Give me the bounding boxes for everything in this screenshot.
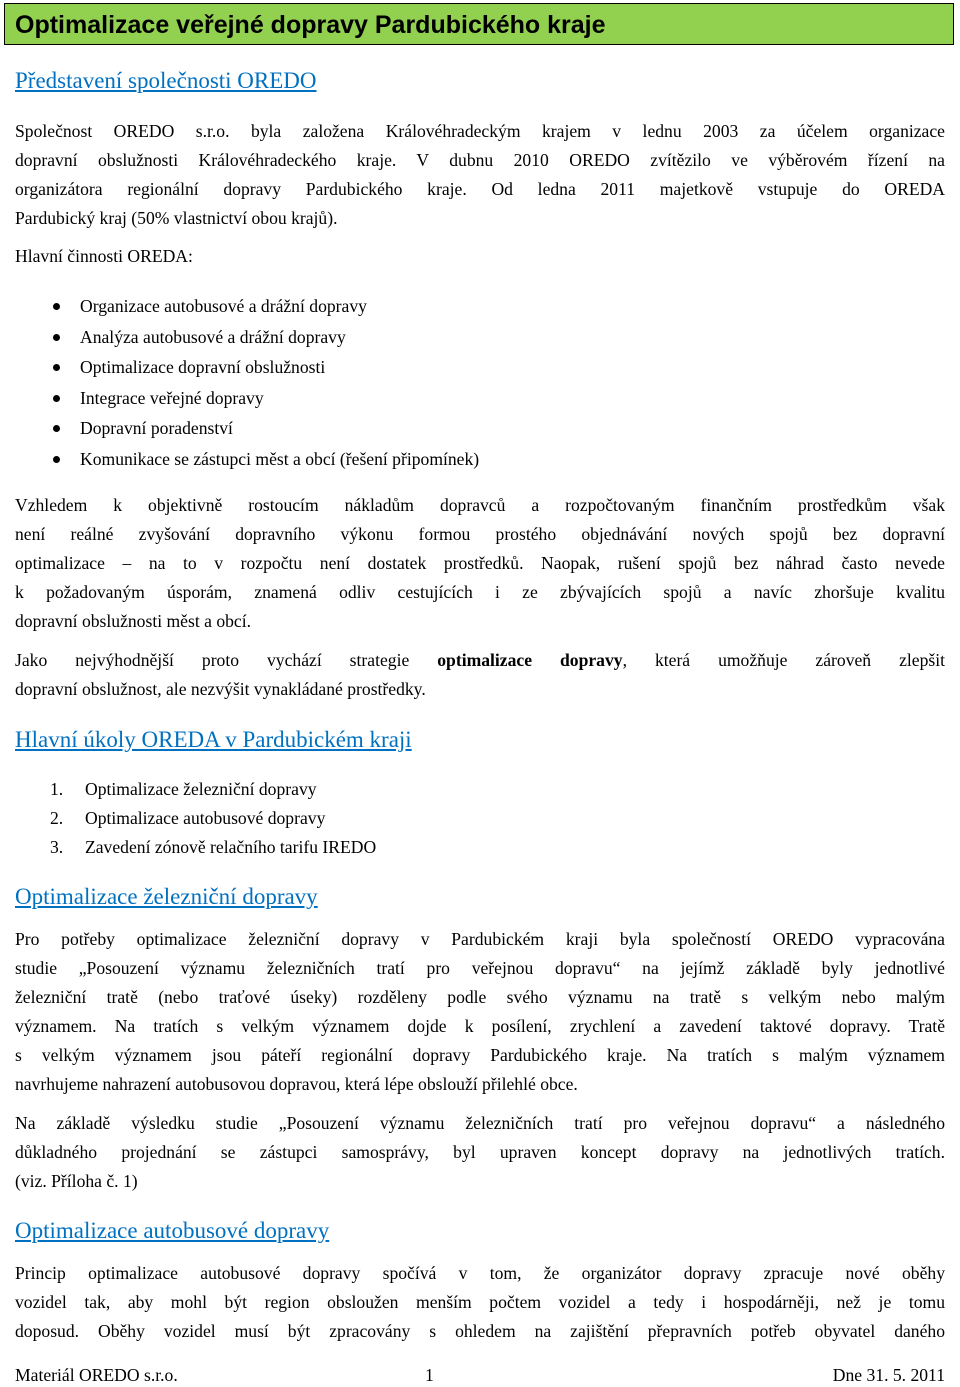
text-line: důkladného projednání se zástupci samosprávy, byl upraven koncept dopravy na jednotlivých tratích. xyxy=(15,1142,945,1162)
list-item: Analýza autobusové a drážní dopravy xyxy=(15,322,715,353)
page-title: Optimalizace veřejné dopravy Pardubického kraje xyxy=(4,3,954,45)
text-line: Jako nejvýhodnější proto vychází strategie optimalizace dopravy, která umožňuje zároveň zlepšit xyxy=(15,650,946,670)
text-line: (viz. Příloha č. 1) xyxy=(15,1171,138,1191)
text-line: Princip optimalizace autobusové dopravy spočívá v tom, že organizátor dopravy zpracuje nové oběhy xyxy=(15,1263,945,1283)
section-heading-rail[interactable]: Optimalizace železniční dopravy xyxy=(15,884,318,909)
text-line: dopravní obslužnost, ale nezvýšit vynakládané prostředky. xyxy=(15,679,426,699)
bullet-icon xyxy=(53,303,60,310)
bullet-icon xyxy=(53,334,60,341)
section-heading-tasks[interactable]: Hlavní úkoly OREDA v Pardubickém kraji xyxy=(15,727,412,752)
text-line: dopravní obslužnosti měst a obcí. xyxy=(15,611,252,631)
section-heading-intro[interactable]: Představení společnosti OREDO xyxy=(15,68,317,93)
list-item: 2. Optimalizace autobusové dopravy xyxy=(50,808,326,828)
text-line: Pardubický kraj (50% vlastnictví obou krajů). xyxy=(15,208,338,228)
text-line: optimalizace – na to v rozpočtu není dostatek prostředků. Naopak, rušení spojů bez náhrad často nevede xyxy=(15,553,945,573)
list-item: Komunikace se zástupci měst a obcí (řešení připomínek) xyxy=(15,444,715,475)
text-line: s velkým významem jsou páteří regionální dopravy Pardubického kraje. Na tratích s malým významem xyxy=(15,1045,945,1065)
text-line: významem. Na tratích s velkým významem dojde k posílení, zrychlení a zavedení taktové dopravy. Tratě xyxy=(15,1016,945,1036)
rail-paragraph-1 xyxy=(15,925,945,1099)
footer-page-number: 1 xyxy=(425,1365,434,1385)
text-line: studie „Posouzení významu železničních tratí pro veřejnou dopravu“ na jejímž základě byly jednotlivé xyxy=(15,958,945,978)
footer-date: Dne 31. 5. 2011 xyxy=(832,1365,945,1385)
list-item: Organizace autobusové a drážní dopravy xyxy=(15,291,715,322)
text-line: Pro potřeby optimalizace železniční dopravy v Pardubickém kraji byla společností OREDO vypracována xyxy=(15,929,945,949)
text-line: není reálné zvyšování dopravního výkonu formou prostého objednávání nových spojů bez dopravní xyxy=(15,524,945,544)
list-item: Integrace veřejné dopravy xyxy=(15,383,715,414)
bus-paragraph xyxy=(15,1259,945,1346)
text-line: k požadovaným úsporám, znamená odliv cestujících i ze zbývajících spojů a navíc zhoršuje kvalitu xyxy=(15,582,945,602)
text-line: vozidel tak, aby mohl být region obsloužen menším počtem vozidel a tedy i hospodárněji, než je tomu xyxy=(15,1292,945,1312)
text-line: doposud. Oběhy vozidel musí být zpracovány s ohledem na zajištění přepravních potřeb obyvatel daného xyxy=(15,1321,945,1341)
list-item: 3. Zavedení zónově relačního tarifu IREDO xyxy=(50,837,377,857)
activities-list xyxy=(15,291,715,474)
text-line: dopravní obslužnosti Královéhradeckého kraje. V dubnu 2010 OREDO zvítězilo ve výběrovém řízení na xyxy=(15,150,945,170)
text-line: Vzhledem k objektivně rostoucím nákladům dopravců a rozpočtovaným finančním prostředkům však xyxy=(15,495,945,515)
text-line: železniční tratě (nebo traťové úseky) rozděleny podle svého významu na tratě s velkým nebo malým xyxy=(15,987,945,1007)
bullet-icon xyxy=(53,395,60,402)
activities-label: Hlavní činnosti OREDA: xyxy=(15,246,193,266)
list-item: Optimalizace dopravní obslužnosti xyxy=(15,352,715,383)
intro-paragraph xyxy=(15,117,945,233)
text-line: Na základě výsledku studie „Posouzení významu železničních tratí pro veřejnou dopravu“ a následného xyxy=(15,1113,945,1133)
text-line: navrhujeme nahrazení autobusovou dopravou, která lépe obslouží přilehlé obce. xyxy=(15,1074,578,1094)
list-item: 1. Optimalizace železniční dopravy xyxy=(50,779,317,799)
costs-paragraph xyxy=(15,491,945,636)
page-footer xyxy=(15,1364,945,1387)
text-line: organizátora regionální dopravy Pardubického kraje. Od ledna 2011 majetkově vstupuje do OREDA xyxy=(15,179,945,199)
bullet-icon xyxy=(53,456,60,463)
list-item: Dopravní poradenství xyxy=(15,413,715,444)
footer-company: Materiál OREDO s.r.o. xyxy=(15,1365,178,1385)
section-heading-bus[interactable]: Optimalizace autobusové dopravy xyxy=(15,1218,330,1243)
strategy-paragraph xyxy=(15,646,945,704)
bullet-icon xyxy=(53,364,60,371)
text-line: Společnost OREDO s.r.o. byla založena Královéhradeckým krajem v lednu 2003 za účelem organizace xyxy=(15,121,945,141)
bullet-icon xyxy=(53,425,60,432)
rail-paragraph-2 xyxy=(15,1109,945,1196)
tasks-list xyxy=(15,775,376,862)
strategy-emphasis: optimalizace dopravy xyxy=(437,650,623,670)
